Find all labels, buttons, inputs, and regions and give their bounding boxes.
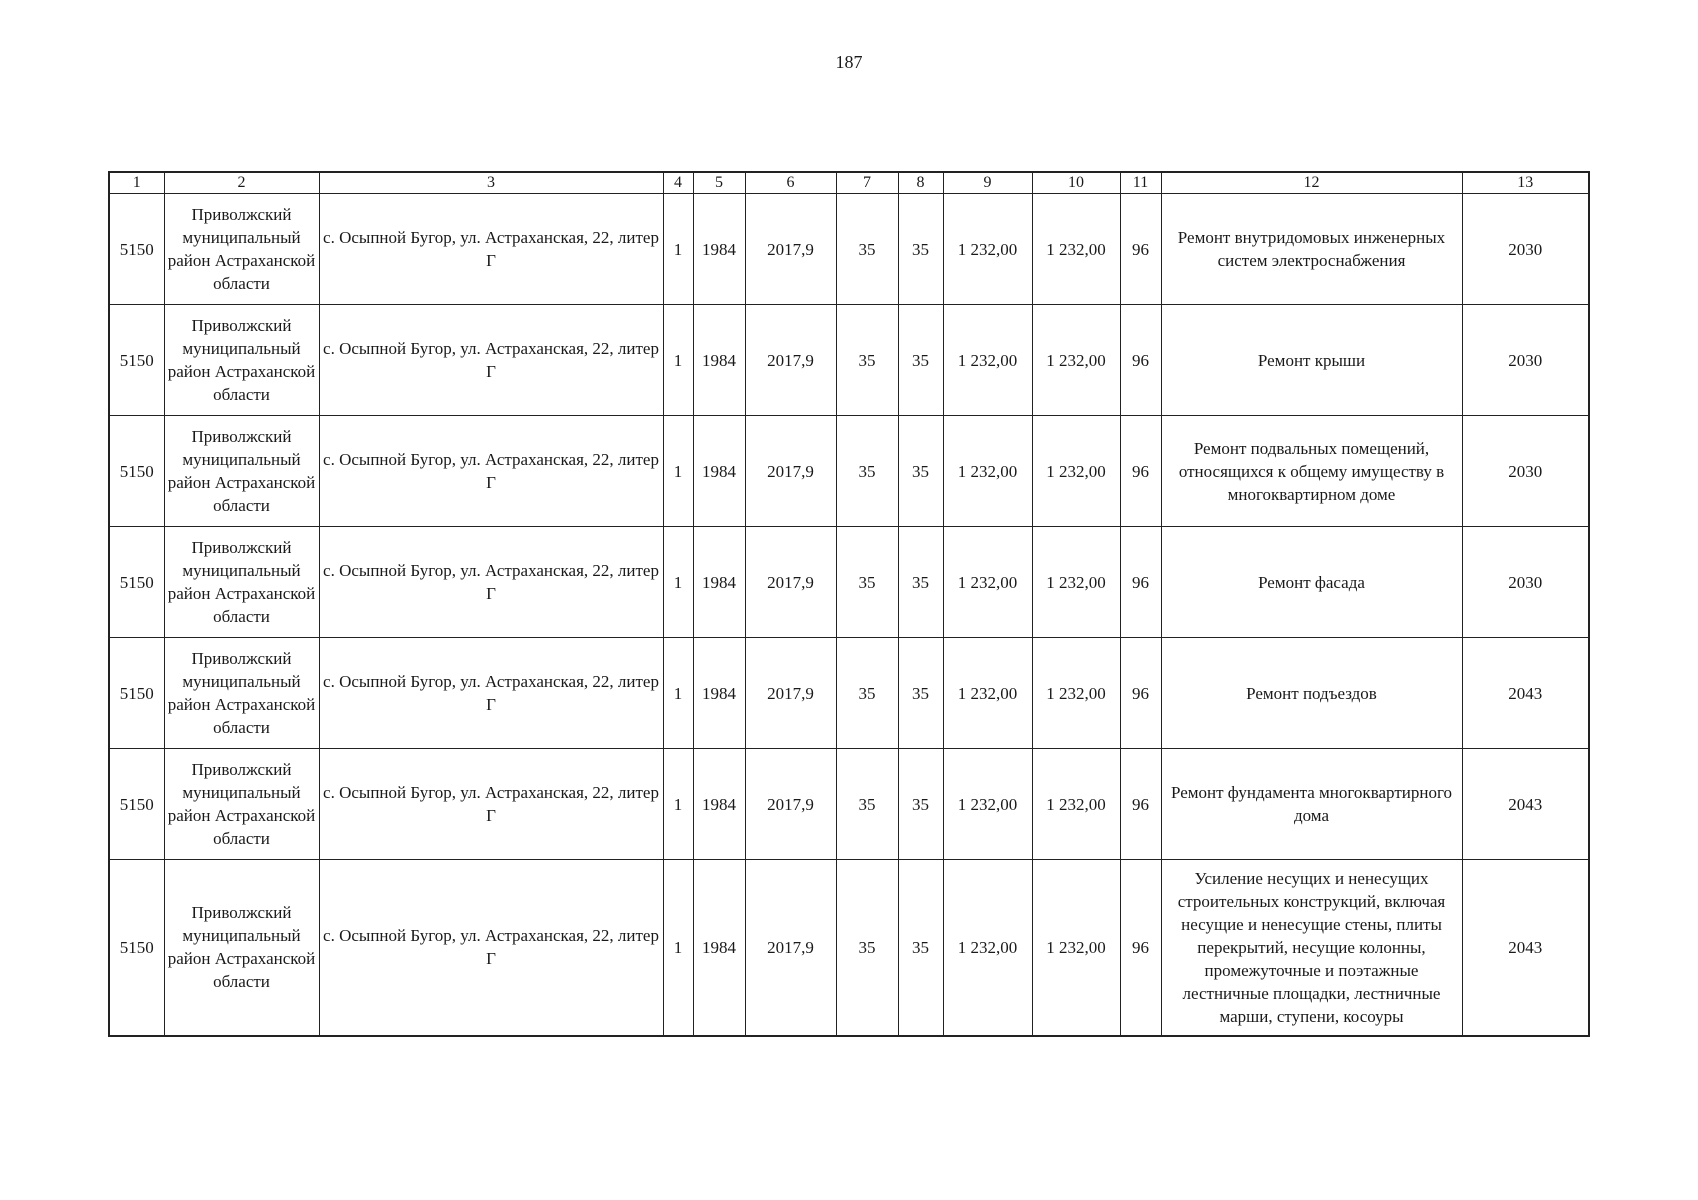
table-cell: 1 232,00	[943, 527, 1032, 638]
table-cell: 35	[898, 305, 943, 416]
area-cell: 2017,9	[745, 749, 836, 860]
table-cell: 1 232,00	[1032, 749, 1120, 860]
table-cell: 1 232,00	[1032, 527, 1120, 638]
work-type-cell: Ремонт внутридомовых инженерных систем электроснабжения	[1161, 194, 1462, 305]
table-cell: 1 232,00	[943, 860, 1032, 1036]
table-cell: 1	[663, 860, 693, 1036]
area-cell: 2017,9	[745, 305, 836, 416]
table-cell: 35	[836, 749, 898, 860]
municipality-cell: Приволжский муниципальный район Астраханской области	[164, 416, 319, 527]
municipality-cell: Приволжский муниципальный район Астраханской области	[164, 638, 319, 749]
planned-year-cell: 2030	[1462, 194, 1589, 305]
table-cell: 35	[898, 638, 943, 749]
table-row	[109, 416, 1589, 527]
address-cell: с. Осыпной Бугор, ул. Астраханская, 22, литер Г	[319, 638, 663, 749]
address-cell: с. Осыпной Бугор, ул. Астраханская, 22, литер Г	[319, 305, 663, 416]
table-cell: 1 232,00	[1032, 416, 1120, 527]
table-cell: 1 232,00	[1032, 860, 1120, 1036]
area-cell: 2017,9	[745, 638, 836, 749]
table-cell: 1 232,00	[943, 749, 1032, 860]
table-cell: 1 232,00	[1032, 305, 1120, 416]
record-id-cell: 5150	[109, 305, 164, 416]
municipality-cell: Приволжский муниципальный район Астраханской области	[164, 305, 319, 416]
table-cell: 1 232,00	[1032, 194, 1120, 305]
record-id-cell: 5150	[109, 527, 164, 638]
record-id-cell: 5150	[109, 860, 164, 1036]
column-header: 13	[1462, 172, 1589, 194]
address-cell: с. Осыпной Бугор, ул. Астраханская, 22, литер Г	[319, 749, 663, 860]
municipality-cell: Приволжский муниципальный район Астраханской области	[164, 860, 319, 1036]
table-row	[109, 194, 1589, 305]
table-cell: 35	[836, 194, 898, 305]
column-header: 12	[1161, 172, 1462, 194]
municipality-cell: Приволжский муниципальный район Астраханской области	[164, 527, 319, 638]
repair-schedule-table	[108, 171, 1590, 1037]
area-cell: 2017,9	[745, 860, 836, 1036]
table-cell: 35	[836, 860, 898, 1036]
record-id-cell: 5150	[109, 194, 164, 305]
table-cell: 1 232,00	[943, 305, 1032, 416]
year-built-cell: 1984	[693, 860, 745, 1036]
planned-year-cell: 2043	[1462, 638, 1589, 749]
work-type-cell: Ремонт крыши	[1161, 305, 1462, 416]
address-cell: с. Осыпной Бугор, ул. Астраханская, 22, литер Г	[319, 527, 663, 638]
planned-year-cell: 2043	[1462, 749, 1589, 860]
table-row	[109, 749, 1589, 860]
work-type-cell: Ремонт фасада	[1161, 527, 1462, 638]
table-cell: 35	[898, 416, 943, 527]
column-header: 9	[943, 172, 1032, 194]
address-cell: с. Осыпной Бугор, ул. Астраханская, 22, литер Г	[319, 416, 663, 527]
table-cell: 1	[663, 305, 693, 416]
table-cell: 1	[663, 749, 693, 860]
planned-year-cell: 2043	[1462, 860, 1589, 1036]
table-row	[109, 860, 1589, 1036]
area-cell: 2017,9	[745, 194, 836, 305]
table-cell: 96	[1120, 194, 1161, 305]
table-cell: 96	[1120, 305, 1161, 416]
record-id-cell: 5150	[109, 416, 164, 527]
table-cell: 35	[836, 527, 898, 638]
table-row	[109, 305, 1589, 416]
column-header: 8	[898, 172, 943, 194]
address-cell: с. Осыпной Бугор, ул. Астраханская, 22, литер Г	[319, 860, 663, 1036]
planned-year-cell: 2030	[1462, 527, 1589, 638]
municipality-cell: Приволжский муниципальный район Астраханской области	[164, 194, 319, 305]
planned-year-cell: 2030	[1462, 416, 1589, 527]
page-number: 187	[835, 52, 863, 72]
table-cell: 35	[898, 860, 943, 1036]
table-cell: 96	[1120, 638, 1161, 749]
column-header: 1	[109, 172, 164, 194]
column-header: 5	[693, 172, 745, 194]
planned-year-cell: 2030	[1462, 305, 1589, 416]
table-cell: 96	[1120, 416, 1161, 527]
column-header: 2	[164, 172, 319, 194]
column-header: 6	[745, 172, 836, 194]
column-header: 7	[836, 172, 898, 194]
column-header: 3	[319, 172, 663, 194]
year-built-cell: 1984	[693, 749, 745, 860]
record-id-cell: 5150	[109, 749, 164, 860]
table-cell: 35	[836, 305, 898, 416]
column-header: 10	[1032, 172, 1120, 194]
table-cell: 1	[663, 638, 693, 749]
column-number-row	[109, 172, 1589, 194]
address-cell: с. Осыпной Бугор, ул. Астраханская, 22, литер Г	[319, 194, 663, 305]
area-cell: 2017,9	[745, 416, 836, 527]
table-cell: 1	[663, 416, 693, 527]
table-cell: 1	[663, 527, 693, 638]
table-cell: 35	[898, 194, 943, 305]
year-built-cell: 1984	[693, 527, 745, 638]
column-header: 4	[663, 172, 693, 194]
year-built-cell: 1984	[693, 638, 745, 749]
year-built-cell: 1984	[693, 194, 745, 305]
table-cell: 1 232,00	[943, 416, 1032, 527]
table-cell: 1 232,00	[1032, 638, 1120, 749]
table-cell: 1 232,00	[943, 638, 1032, 749]
table-cell: 35	[836, 638, 898, 749]
table-cell: 96	[1120, 749, 1161, 860]
work-type-cell: Усиление несущих и ненесущих строительных конструкций, включая несущие и ненесущие стены, плиты перекрытий, несущие колонны, промежуточные и поэтажные лестничные площадки, лестничные марши, ступени, косоуры	[1161, 860, 1462, 1036]
year-built-cell: 1984	[693, 416, 745, 527]
work-type-cell: Ремонт подъездов	[1161, 638, 1462, 749]
record-id-cell: 5150	[109, 638, 164, 749]
year-built-cell: 1984	[693, 305, 745, 416]
area-cell: 2017,9	[745, 527, 836, 638]
work-type-cell: Ремонт фундамента многоквартирного дома	[1161, 749, 1462, 860]
table-cell: 35	[836, 416, 898, 527]
table-cell: 1 232,00	[943, 194, 1032, 305]
column-header: 11	[1120, 172, 1161, 194]
table-cell: 35	[898, 749, 943, 860]
work-type-cell: Ремонт подвальных помещений, относящихся к общему имуществу в многоквартирном доме	[1161, 416, 1462, 527]
table-row	[109, 527, 1589, 638]
table-row	[109, 638, 1589, 749]
municipality-cell: Приволжский муниципальный район Астраханской области	[164, 749, 319, 860]
table-cell: 1	[663, 194, 693, 305]
table-cell: 96	[1120, 527, 1161, 638]
table-cell: 96	[1120, 860, 1161, 1036]
table-cell: 35	[898, 527, 943, 638]
